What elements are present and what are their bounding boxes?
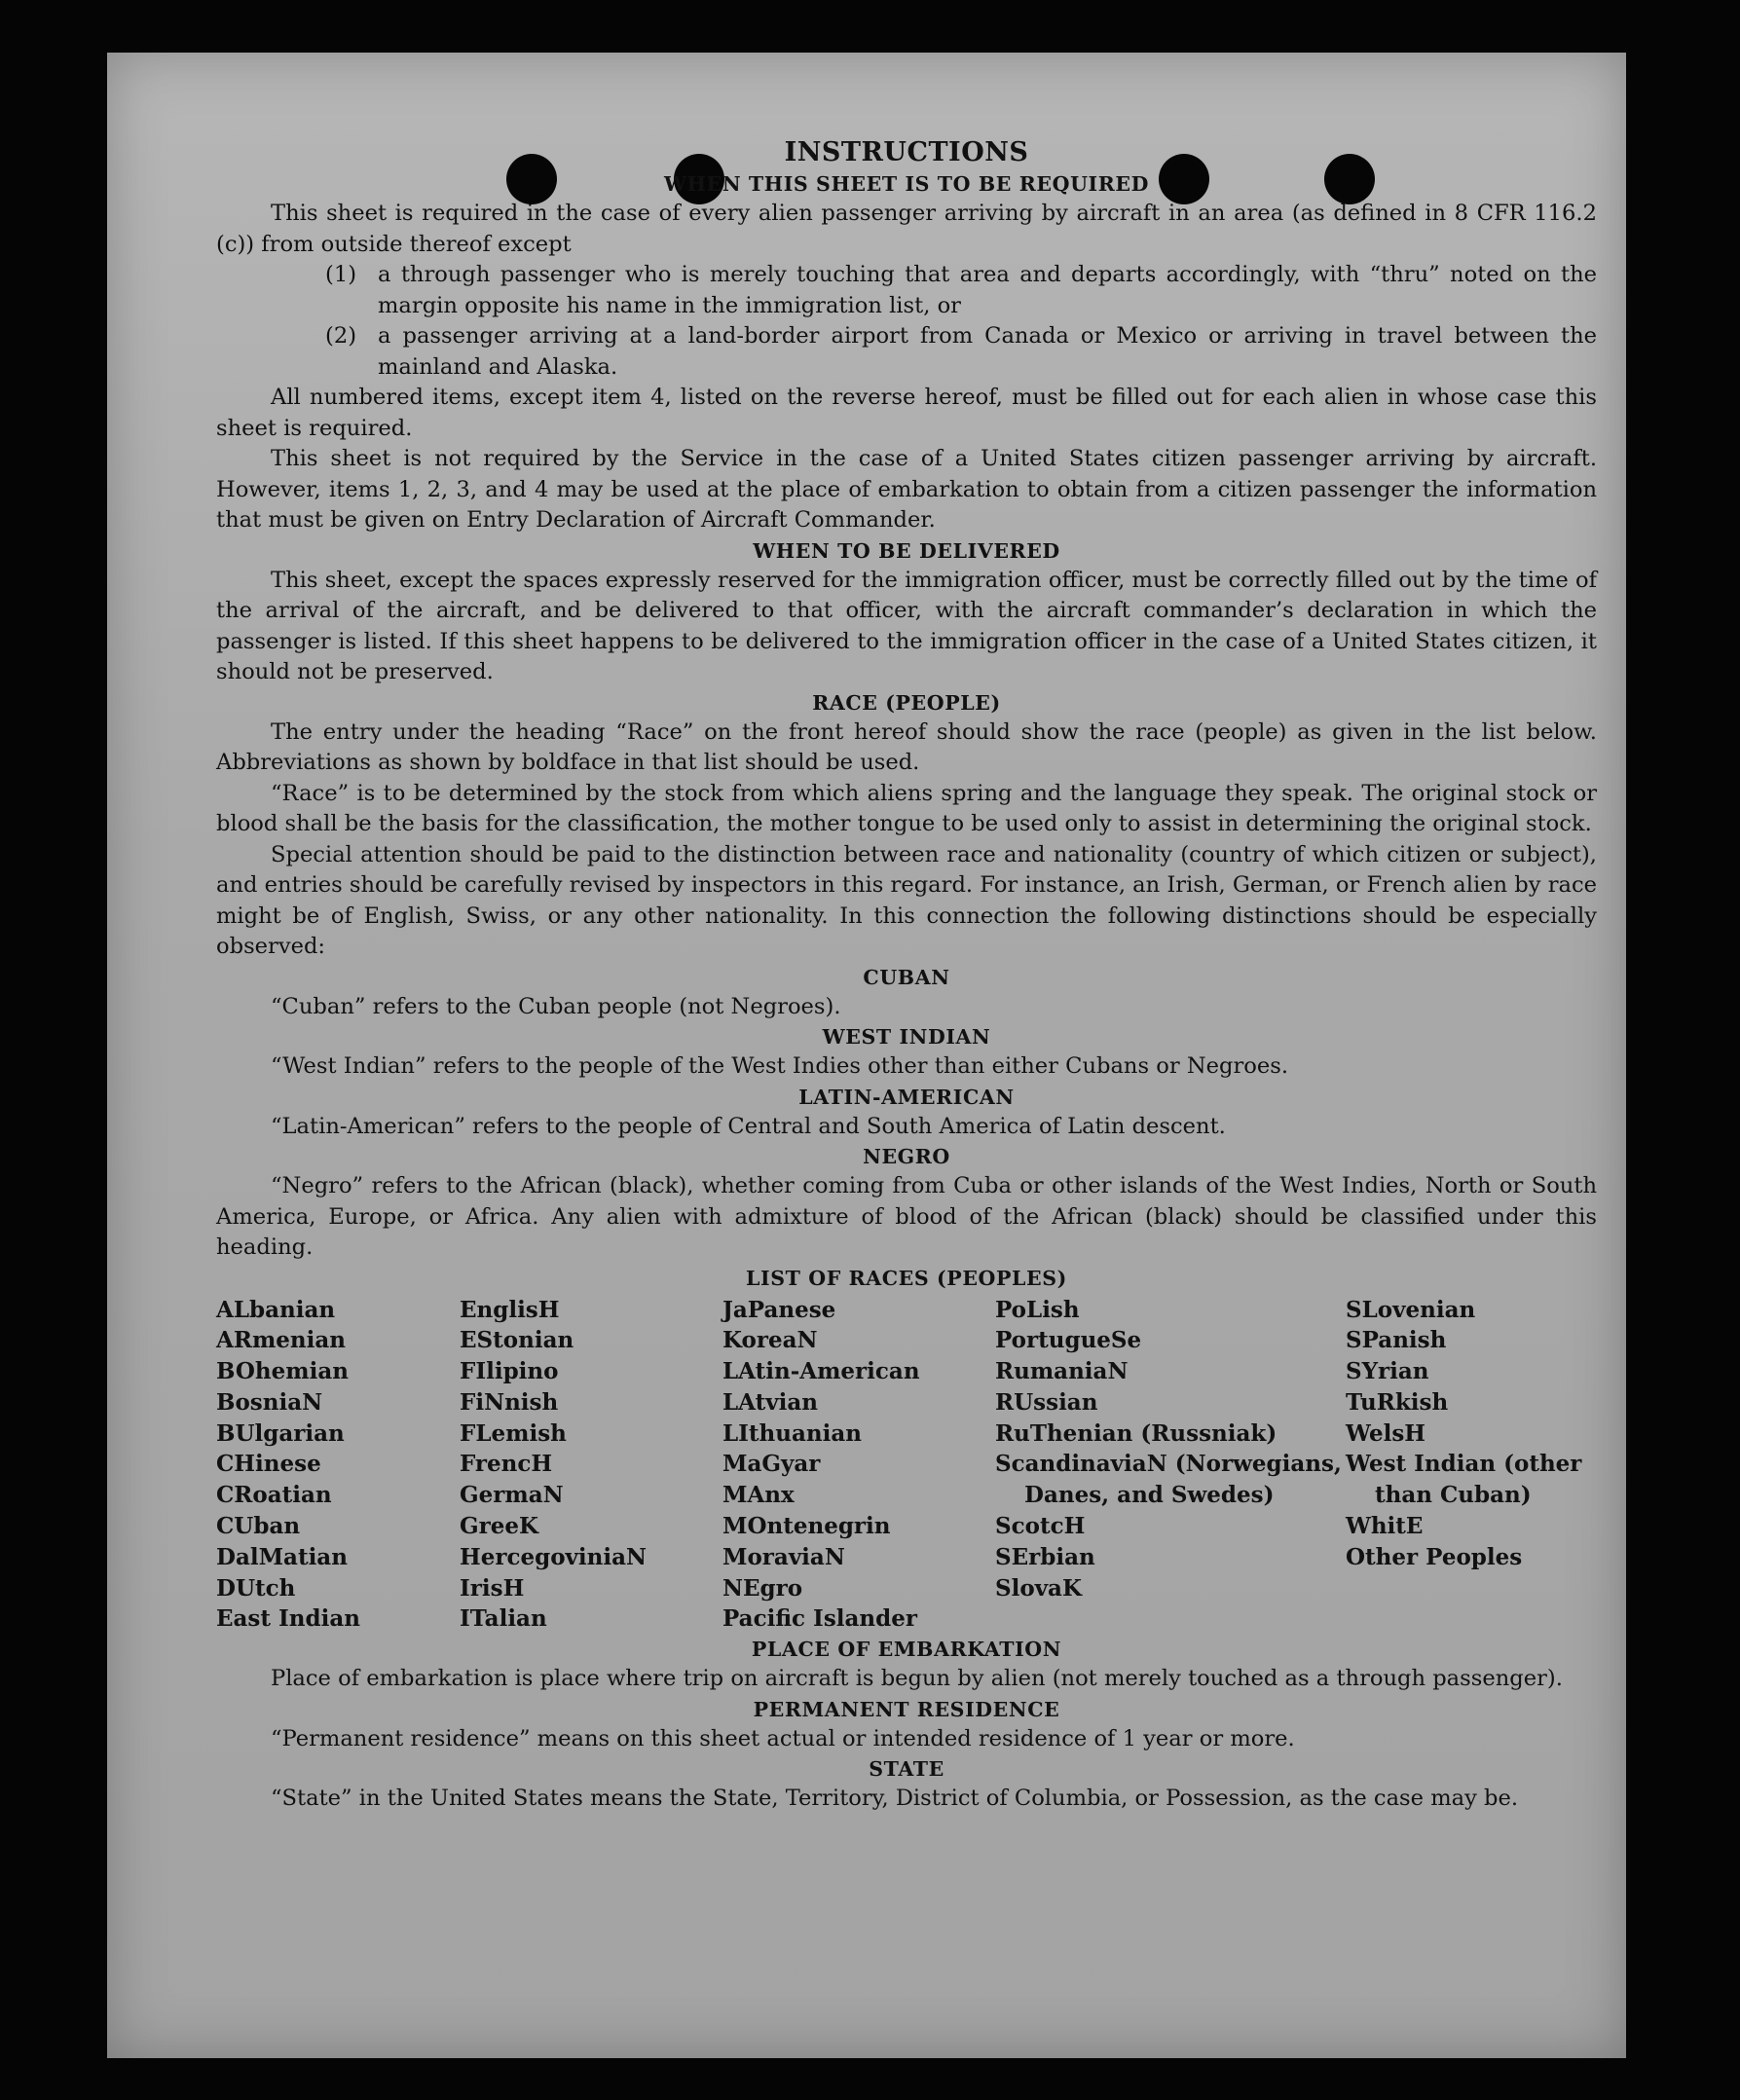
race-list-item: BosniaN <box>216 1388 323 1416</box>
paragraph: This sheet is required in the case of every alien passenger arriving by aircraft in an area (as defined in 8 CFR 116.2 (c)) from outside thereof except <box>216 201 1597 257</box>
race-list-item: CUban <box>216 1513 301 1540</box>
race-list-item: JaPanese <box>722 1296 836 1323</box>
section-heading-residence: PERMANENT RESIDENCE <box>753 1697 1060 1721</box>
section-heading-negro: NEGRO <box>863 1145 950 1168</box>
race-list-item: SYrian <box>1346 1358 1429 1385</box>
race-list-item: DUtch <box>216 1574 296 1602</box>
race-list-item: LAtin-American <box>722 1358 920 1385</box>
race-list-item: TuRkish <box>1346 1388 1449 1416</box>
paragraph: All numbered items, except item 4, listed on the reverse hereof, must be filled out for each alien in whose case this sheet is required. <box>216 385 1597 441</box>
race-list-item: LAtvian <box>722 1388 818 1416</box>
race-column <box>722 1295 995 1636</box>
race-list-item: MOntenegrin <box>722 1513 891 1540</box>
race-list-item: WhitE <box>1346 1513 1424 1540</box>
race-list-item: Other Peoples <box>1346 1543 1523 1570</box>
paragraph: This sheet, except the spaces expressly reserved for the immigration officer, must be correctly filled out by the time of the arrival of the aircraft, and be delivered to that officer, with the aircraft commander’s declaration in which the passenger is listed. If this sheet happens to be delivered to the immigration officer in the case of a United States citizen, it should not be preserved. <box>216 567 1597 684</box>
section-heading-embarkation: PLACE OF EMBARKATION <box>751 1638 1062 1662</box>
race-list-item: BOhemian <box>216 1358 349 1385</box>
race-list-item: EStonian <box>460 1327 574 1354</box>
race-list-item: ARmenian <box>216 1327 347 1354</box>
race-list-item: CHinese <box>216 1451 321 1478</box>
page-title: INSTRUCTIONS <box>784 137 1029 167</box>
paragraph: This sheet is not required by the Service in the case of a United States citizen passenger arriving by aircraft. However, items 1, 2, 3, and 4 may be used at the place of embarkation to obtain from a citizen passenger the information that must be given on Entry Declaration of Aircraft Commander. <box>216 446 1597 533</box>
paragraph: “Permanent residence” means on this sheet actual or intended residence of 1 year or more. <box>271 1725 1295 1751</box>
race-list-item: WelsH <box>1346 1419 1426 1447</box>
race-list-item: FiNnish <box>460 1388 559 1416</box>
section-heading-latin-american: LATIN-AMERICAN <box>798 1085 1015 1109</box>
list-text: a passenger arriving at a land-border airport from Canada or Mexico or arriving in travel between the mainland and Alaska. <box>378 323 1597 380</box>
race-list-item: GreeK <box>460 1513 539 1540</box>
paragraph: “Race” is to be determined by the stock from which aliens spring and the language they speak. The original stock or blood shall be the basis for the classification, the mother tongue to be used only to assist in determining the original stock. <box>216 780 1597 836</box>
section-heading-state: STATE <box>869 1757 944 1782</box>
race-list-item: MAnx <box>722 1482 795 1509</box>
paragraph: “State” in the United States means the State, Territory, District of Columbia, or Possession, as the case may be. <box>271 1786 1519 1812</box>
race-list-item: ScotcH <box>995 1513 1086 1540</box>
race-list-item: DalMatian <box>216 1543 348 1570</box>
race-list-item: PoLish <box>995 1296 1080 1323</box>
paragraph: “West Indian” refers to the people of the West Indies other than either Cubans or Negroes. <box>271 1053 1289 1079</box>
race-column <box>460 1295 722 1636</box>
race-list-item: SErbian <box>995 1543 1095 1570</box>
race-list-item: MaGyar <box>722 1451 821 1478</box>
race-list-item: FIlipino <box>460 1358 559 1385</box>
race-column <box>216 1295 460 1636</box>
race-list-item: PortugueSe <box>995 1327 1142 1354</box>
list-number: (2) <box>325 323 357 349</box>
race-list-item: BUlgarian <box>216 1419 345 1447</box>
race-list-item: KoreaN <box>722 1327 818 1354</box>
race-list-item: FrencH <box>460 1451 553 1478</box>
section-heading-west-indian: WEST INDIAN <box>822 1025 991 1049</box>
race-list-item: FLemish <box>460 1419 567 1447</box>
list-text: a through passenger who is merely touching that area and departs accordingly, with “thru” noted on the margin opposite his name in the immigration list, or <box>378 262 1597 318</box>
race-list <box>216 1295 1597 1636</box>
race-list-item: GermaN <box>460 1482 564 1509</box>
section-heading-required: WHEN THIS SHEET IS TO BE REQUIRED <box>664 172 1149 196</box>
paragraph: “Negro” refers to the African (black), whether coming from Cuba or other islands of the West Indies, North or South America, Europe, or Africa. Any alien with admixture of blood of the African (black) should be classified under this heading. <box>216 1173 1597 1260</box>
race-list-item: SPanish <box>1346 1327 1447 1354</box>
paragraph: The entry under the heading “Race” on the front hereof should show the race (people) as given in the list below. Abbreviations as shown by boldface in that list should be used. <box>216 718 1597 775</box>
race-list-item: RuThenian (Russniak) <box>995 1419 1277 1447</box>
paragraph: Special attention should be paid to the distinction between race and nationality (country of which citizen or subject), and entries should be carefully revised by inspectors in this regard. For instance, an Irish, German, or French alien by race might be of English, Swiss, or any other nationality. In this connection the following distinctions should be especially observed: <box>216 841 1597 959</box>
section-heading-list-of-races: LIST OF RACES (PEOPLES) <box>746 1266 1067 1290</box>
list-item <box>216 260 1597 321</box>
paragraph: “Latin-American” refers to the people of Central and South America of Latin descent. <box>271 1113 1226 1139</box>
race-list-item: SLovenian <box>1346 1296 1476 1323</box>
list-number: (1) <box>325 262 357 287</box>
race-list-item: West Indian (other than Cuban) <box>1346 1451 1582 1509</box>
race-list-item: LIthuanian <box>722 1419 862 1447</box>
race-list-item: IrisH <box>460 1574 525 1602</box>
race-column <box>995 1295 1346 1636</box>
instructions-content <box>216 136 1597 1815</box>
race-list-item: ALbanian <box>216 1296 336 1323</box>
section-heading-race: RACE (PEOPLE) <box>812 690 1001 715</box>
race-list-item: NEgro <box>722 1574 803 1602</box>
paragraph: “Cuban” refers to the Cuban people (not Negroes). <box>271 993 841 1019</box>
race-list-item: East Indian <box>216 1605 360 1633</box>
race-list-item: HercegoviniaN <box>460 1543 648 1570</box>
race-list-item: ITalian <box>460 1605 547 1633</box>
race-column <box>1346 1295 1597 1636</box>
race-list-item: SlovaK <box>995 1574 1082 1602</box>
list-item <box>216 321 1597 383</box>
section-heading-delivered: WHEN TO BE DELIVERED <box>753 538 1060 563</box>
race-list-item: RumaniaN <box>995 1358 1129 1385</box>
race-list-item: ScandinaviaN (Norwegians, Danes, and Swedes) <box>995 1451 1342 1509</box>
race-list-item: MoraviaN <box>722 1543 845 1570</box>
race-list-item: CRoatian <box>216 1482 332 1509</box>
race-list-item: EnglisH <box>460 1296 560 1323</box>
paragraph: Place of embarkation is place where trip on aircraft is begun by alien (not merely touched as a through passenger). <box>271 1666 1563 1692</box>
section-heading-cuban: CUBAN <box>863 965 950 989</box>
race-list-item: RUssian <box>995 1388 1098 1416</box>
race-list-item: Pacific Islander <box>722 1605 917 1633</box>
